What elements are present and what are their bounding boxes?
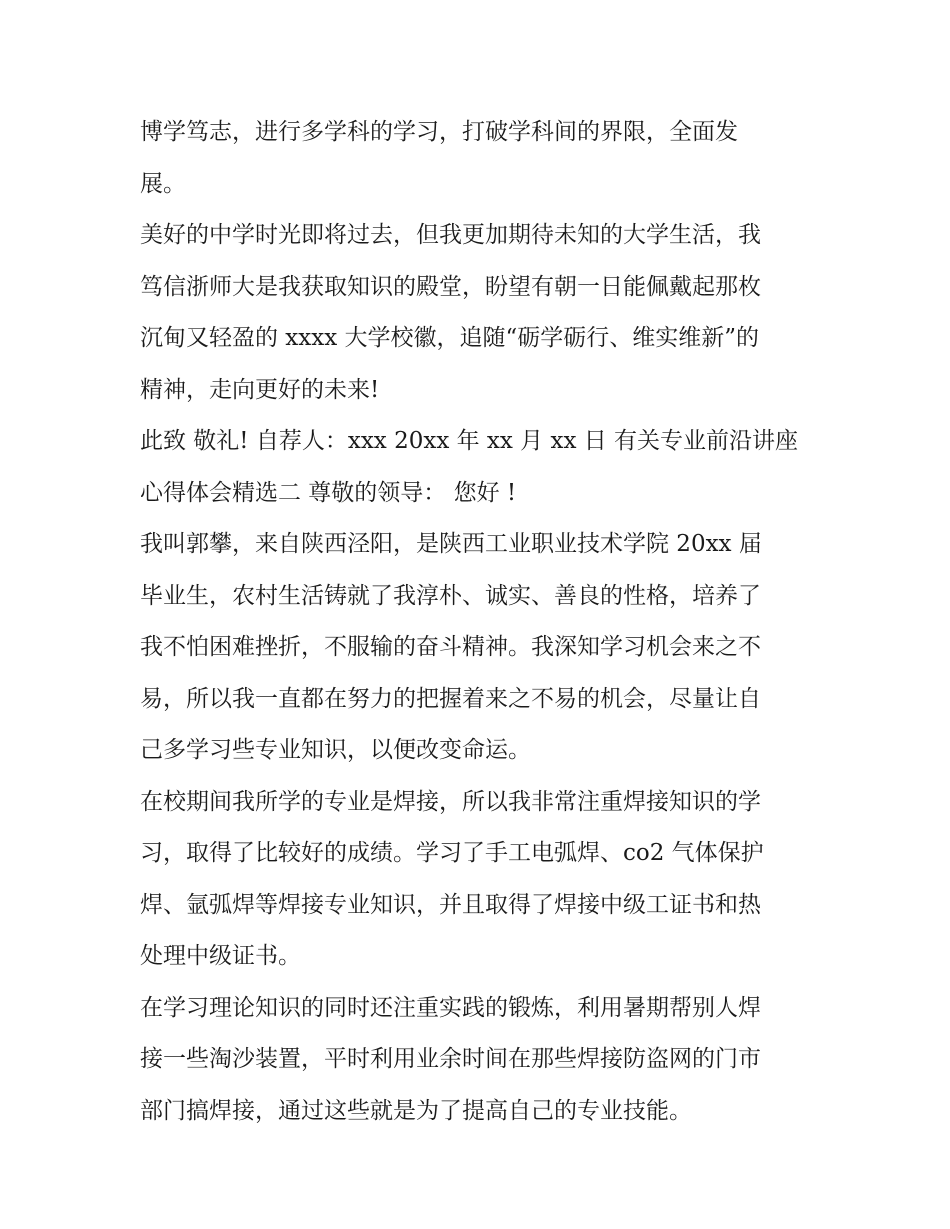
text-line: 笃信浙师大是我获取知识的殿堂，盼望有朝一日能佩戴起那枚 <box>140 273 761 300</box>
text-line: 习，取得了比较好的成绩。学习了手工电弧焊、co2 气体保护 <box>140 840 764 866</box>
text-line: 处理中级证书。 <box>140 943 301 969</box>
text-line: 展。 <box>140 170 186 197</box>
text-line: 精神，走向更好的未来! <box>140 376 380 403</box>
text-line: 己多学习些专业知识，以便改变命运。 <box>140 737 531 763</box>
text-line: 心得体会精选二 尊敬的领导： 您好 ! <box>140 479 517 506</box>
text-line: 博学笃志，进行多学科的学习，打破学科间的界限，全面发 <box>140 119 738 145</box>
document-body <box>140 107 830 1137</box>
text-line: 我叫郭攀，来自陕西泾阳，是陕西工业职业技术学院 20xx 届 <box>140 531 762 557</box>
text-line: 部门搞焊接，通过这些就是为了提高自己的专业技能。 <box>140 1097 692 1124</box>
text-line: 焊、氩弧焊等焊接专业知识，并且取得了焊接中级工证书和热 <box>140 891 761 918</box>
text-line: 在学习理论知识的同时还注重实践的锻炼，利用暑期帮别人焊 <box>140 994 761 1021</box>
text-line: 易，所以我一直都在努力的把握着来之不易的机会，尽量让自 <box>140 685 761 712</box>
text-line: 毕业生，农村生活铸就了我淳朴、诚实、善良的性格，培养了 <box>140 582 761 609</box>
text-line: 美好的中学时光即将过去，但我更加期待未知的大学生活，我 <box>140 222 761 248</box>
text-line: 接一些淘沙装置，平时利用业余时间在那些焊接防盗网的门市 <box>140 1046 761 1072</box>
text-line: 在校期间我所学的专业是焊接，所以我非常注重焊接知识的学 <box>140 788 761 815</box>
text-line: 此致 敬礼! 自荐人：xxx 20xx 年 xx 月 xx 日 有关专业前沿讲座 <box>140 428 799 454</box>
text-line: 沉甸又轻盈的 xxxx 大学校徽，追随“砺学砺行、维实维新”的 <box>140 325 760 351</box>
text-line: 我不怕困难挫折，不服输的奋斗精神。我深知学习机会来之不 <box>140 634 761 660</box>
